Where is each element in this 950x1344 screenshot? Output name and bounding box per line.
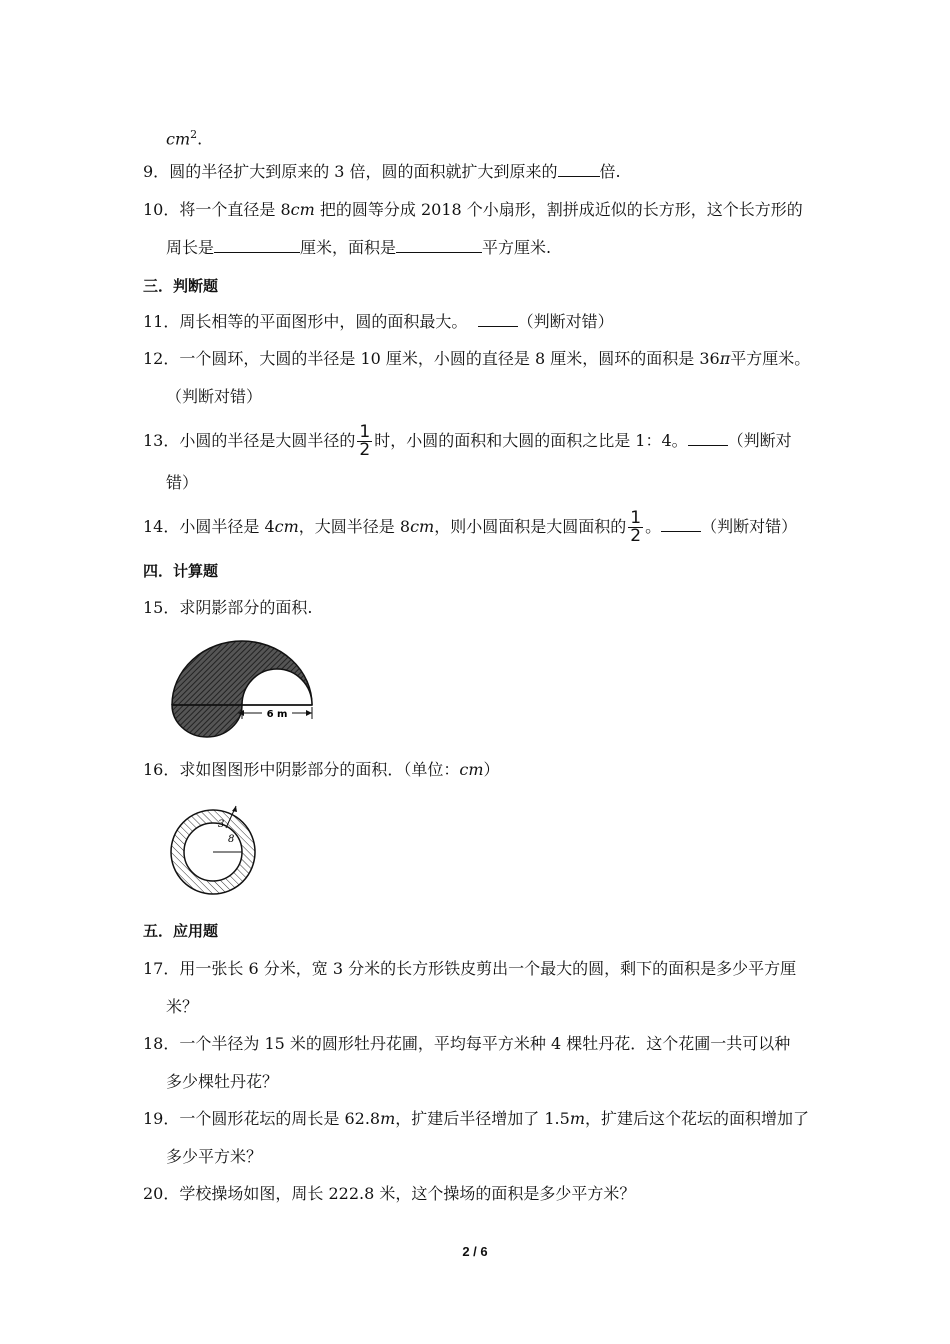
answer-blank[interactable] [478, 312, 518, 327]
question-19-line2: 多少平方米？ [166, 1147, 263, 1166]
section-5-heading: 五．应用题 [143, 922, 219, 940]
answer-blank[interactable] [688, 431, 728, 446]
answer-blank[interactable] [661, 517, 701, 532]
question-11: 11．周长相等的平面图形中，圆的面积最大。 （判断对错） [143, 312, 614, 331]
answer-blank[interactable] [214, 238, 300, 253]
section-3-heading: 三．判断题 [143, 277, 219, 295]
question-16: 16．求如图图形中阴影部分的面积．（单位：cm） [143, 760, 500, 779]
section-4-heading: 四．计算题 [143, 562, 219, 580]
question-17: 17．用一张长 6 分米，宽 3 分米的长方形铁皮剪出一个最大的圆，剩下的面积是多少平方厘 [143, 959, 797, 978]
question-10-line2: 周长是 厘米，面积是 平方厘米. [166, 238, 552, 257]
inner-radius-label: 8 [228, 834, 235, 845]
question-20: 20．学校操场如图，周长 222.8 米，这个操场的面积是多少平方米？ [143, 1184, 636, 1203]
ring-width-label: 3 [218, 819, 225, 830]
question-18: 18．一个半径为 15 米的圆形牡丹花圃，平均每平方米种 4 棵牡丹花．这个花圃一共可以种 [143, 1034, 791, 1053]
question-14: 14．小圆半径是 4cm，大圆半径是 8cm，则小圆面积是大圆面积的 $\frac{1}{2}$ 。 （判断对错） [143, 508, 798, 546]
shaded-semicircle-figure [166, 637, 316, 741]
question-13: 13．小圆的半径是大圆半径的 $\frac{1}{2}$ 时，小圆的面积和大圆的面积之比是 1：4。 （判断对 [143, 422, 792, 460]
fraction-one-half: $\frac{1}{2}$ [630, 508, 642, 546]
question-13-line2: 错） [166, 473, 199, 492]
question-15: 15．求阴影部分的面积. [143, 598, 313, 617]
ring-annulus-figure [166, 798, 276, 898]
dimension-label: 6 m [266, 709, 288, 720]
q8-answer-tail: $cm^2$. [166, 128, 203, 149]
question-17-line2: 米？ [166, 997, 199, 1016]
question-12-line2: （判断对错） [166, 387, 263, 406]
question-18-line2: 多少棵牡丹花？ [166, 1072, 279, 1091]
question-10: 10．将一个直径是 8cm 把的圆等分成 2018 个小扇形，割拼成近似的长方形，这个长方形的 [143, 200, 803, 219]
fraction-one-half: $\frac{1}{2}$ [359, 422, 371, 460]
answer-blank[interactable] [396, 238, 482, 253]
page-number: 2 / 6 [462, 1244, 488, 1259]
question-9: 9．圆的半径扩大到原来的 3 倍，圆的面积就扩大到原来的 倍. [143, 162, 621, 181]
question-12: 12．一个圆环，大圆的半径是 10 厘米，小圆的直径是 8 厘米，圆环的面积是 36π平方厘米。 [143, 349, 811, 368]
question-19: 19．一个圆形花坛的周长是 62.8m，扩建后半径增加了 1.5m，扩建后这个花坛的面积增加了 [143, 1109, 809, 1128]
answer-blank[interactable] [558, 162, 600, 177]
